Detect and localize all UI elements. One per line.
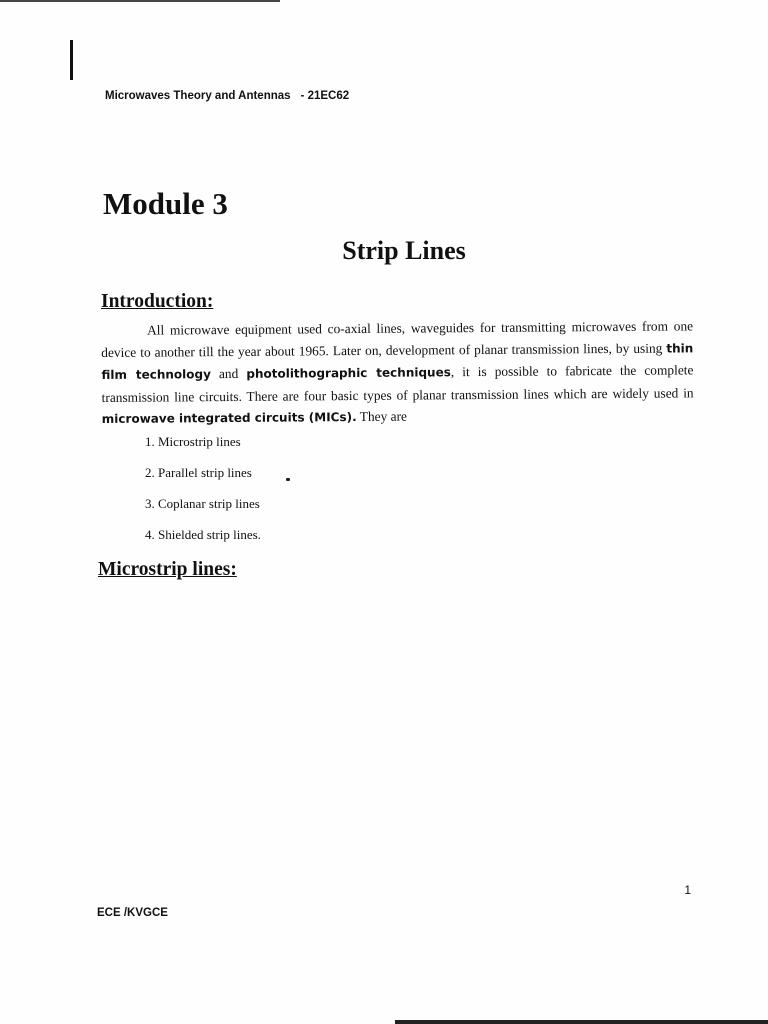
margin-mark [70,40,73,80]
intro-text-4: They are [356,408,408,424]
scan-speck [286,478,290,481]
course-name: Microwaves Theory and Antennas [105,90,291,102]
page-number: 1 [684,883,691,897]
course-code: - 21EC62 [300,90,350,102]
strip-line-types-list [145,432,261,556]
intro-text-1: All microwave equipment used co-axial lines, waveguides for transmitting microwaves from one device to another till the year about 1965. Later on, development of planar transmission lines, by using [101,318,694,360]
page-header [105,90,349,102]
list-item: 4. Shielded strip lines. [145,527,261,542]
intro-text-3: , it is possible to fabricate the complete transmission line circuits. There are four basic types of planar transmission lines which are widely used in [101,362,694,405]
list-item: 1. Microstrip lines [145,434,241,449]
list-item: 2. Parallel strip lines [145,465,252,480]
document-title: Strip Lines [342,236,466,265]
list-item: 3. Coplanar strip lines [145,496,260,511]
module-title: Module 3 [103,186,228,221]
scan-edge-bottom [395,1020,768,1024]
microstrip-heading: Microstrip lines: [98,559,237,580]
intro-bold-thin-film: thin film technology [101,340,694,382]
introduction-heading: Introduction: [101,291,214,312]
intro-bold-mics: microwave integrated circuits (MICs). [101,409,357,426]
intro-text-2: and [210,365,247,382]
introduction-paragraph [101,315,694,430]
page-footer: ECE /KVGCE [97,907,168,919]
intro-bold-photolithographic: photolithographic techniques [246,365,451,381]
scan-edge-top [0,0,280,2]
